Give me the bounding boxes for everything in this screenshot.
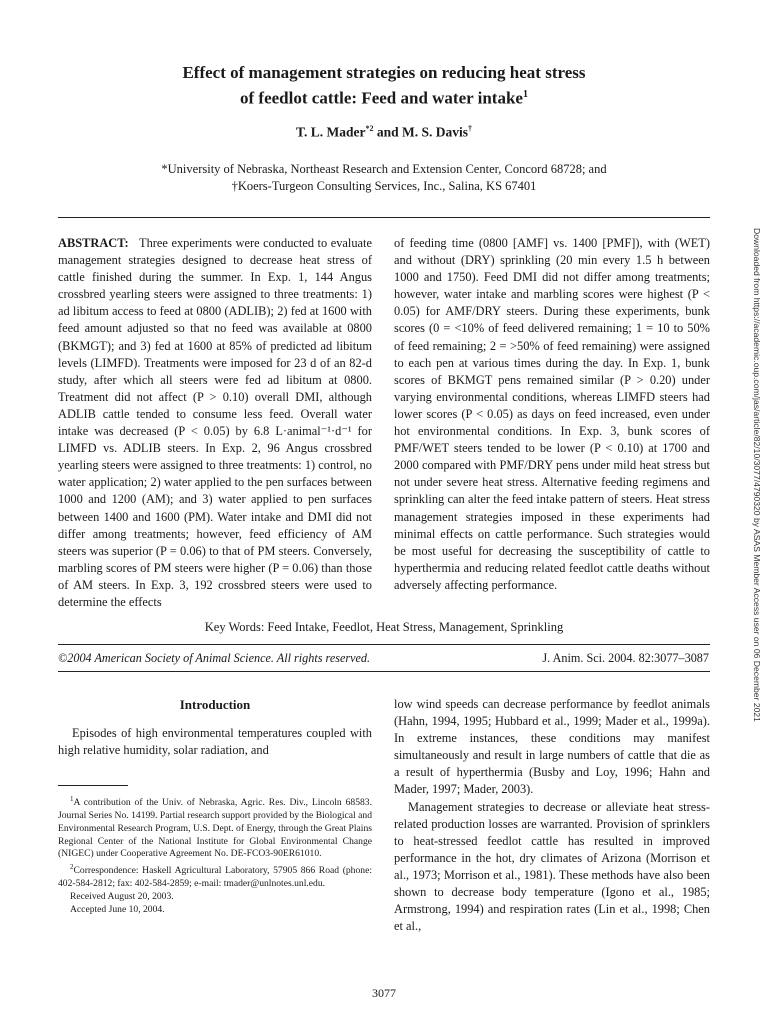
abstract-text-right: of feeding time (0800 [AMF] vs. 1400 [PMF]), with (WET) and without (DRY) sprinkling (20 min every 1.5 h between 1000 and 1750). Feed DMI did not differ among treatments; however, water intake and marbling scores were highest (P < 0.05) for AMF/DRY steers. During these experiments, bunk scores (0 = <10% of feed delivered remaining; 1 = 10 to 50% of feed remaining; 2 = >50% of feed remaining) were assigned to each pen at various times during the day. In Exp. 1, bunk scores of BKMGT pens remained similar (P > 0.20) under varying environmental conditions, whereas LIMFD steers had lower scores (P < 0.05) as days on feed increased, even under hot environmental conditions. In Exp. 3, bunk scores of PMF/WET steers tended to be lower (P < 0.10) at 1700 and 2000 compared with PMF/DRY pens under mild heat stress but not under severe heat stress. Alternative feeding regimens and sprinkling can alter the feed intake pattern of steers. Heat stress management strategies imposed in these experiments had minimal effects on cattle performance. Such strategies would be most useful for decreasing the susceptibility of cattle to hyperthermia and reducing related feedlot cattle deaths without adversely affecting performance. [394, 236, 710, 592]
abstract-label: ABSTRACT: [58, 236, 129, 250]
affiliation-1: *University of Nebraska, Northeast Research and Extension Center, Concord 68728; and [161, 162, 607, 176]
author-1-marker: *2 [365, 124, 374, 133]
author-1: T. L. Mader [295, 124, 366, 140]
section-heading-introduction: Introduction [179, 697, 251, 712]
affiliations [60, 161, 708, 195]
intro-paragraph-right-2: Management strategies to decrease or alleviate heat stress-related production losses are warranted. Provision of sprinklers to heat-stressed feedlot cattle has resulted in improved performance in the hot, dry climates of Arizona (Morrison et al., 1973; Morrison et al., 1981). These methods have also been shown to decrease body temperature (Igono et al., 1985; Armstrong, 1994) and respiration rates (Lin et al., 1998; Chen et al., [394, 799, 710, 934]
intro-left-column [58, 725, 372, 759]
download-watermark: Downloaded from https://academic.oup.com/jas/article/82/10/3077/4790320 by ASAS Member Access user on 06 December 2021 [752, 228, 762, 722]
intro-paragraph-left: Episodes of high environmental temperatures coupled with high relative humidity, solar radiation, and [58, 726, 372, 758]
keywords-rule [58, 644, 710, 645]
page-number: 3077 [372, 986, 396, 1000]
footnote-1: $^1$A contribution of the Univ. of Nebraska, Agric. Res. Div., Lincoln 68583. Journal Series No. 14199. Partial research support provided by the Biological and Environmental Research Program, U.S. Dept. of Energy, through the Great Plains Regional Center of the National Institute for Global Environmental Change (NIGEC) under Cooperative Agreement No. DE-FCO3-90ER61010. [58, 795, 372, 860]
footnotes [58, 793, 372, 917]
author-2-marker: † [468, 124, 473, 133]
received-date: Received August 20, 2003. [70, 890, 174, 902]
intro-right-column [394, 696, 710, 935]
title-line-2: of feedlot cattle: Feed and water intake [240, 88, 523, 108]
copyright-notice: ©2004 American Society of Animal Science. All rights reserved. [58, 651, 371, 665]
author-2: M. S. Davis [402, 124, 469, 140]
title-line-1: Effect of management strategies on reducing heat stress [182, 63, 586, 82]
author-line [90, 124, 678, 141]
title-footnote-marker: 1 [522, 89, 528, 100]
intro-paragraph-right-1: low wind speeds can decrease performance by feedlot animals (Hahn, 1994, 1995; Hubbard et al., 1999; Mader et al., 1999a). In extreme instances, these conditions may manifest simultaneously and result in large numbers of cattle that die as a result of hyperthermia (Busby and Loy, 1996; Hahn and Mader, 1997; Mader, 2003). [394, 697, 710, 797]
abstract-left-column [58, 235, 372, 611]
footnote-rule [58, 785, 128, 786]
citation-rule [58, 671, 710, 672]
footnote-2: $^2$Correspondence: Haskell Agricultural Laboratory, 57905 866 Road (phone: 402-584-2812; fax: 402-584-2859; e-mail: tmader@unlnotes.unl.edu. [58, 863, 372, 890]
abstract-right-column [394, 235, 710, 594]
keywords: Key Words: Feed Intake, Feedlot, Heat Stress, Management, Sprinkling [204, 620, 564, 634]
article-title [90, 62, 678, 110]
affiliation-2: †Koers-Turgeon Consulting Services, Inc., Salina, KS 67401 [231, 179, 537, 193]
author-join: and [373, 124, 402, 140]
accepted-date: Accepted June 10, 2004. [70, 903, 165, 915]
abstract-text-left: Three experiments were conducted to evaluate management strategies designed to decrease heat stress of cattle finished during the summer. In Exp. 1, 144 Angus crossbred yearling steers were assigned to three treatments: 1) ad libitum access to feed at 0800 (ADLIB); 2) fed at 1600 with feed amount adjusted so that no feed was available at 0800 (BKMGT); and 3) fed at 1600 at 85% of predicted ad libitum levels (LIMFD). Treatments were imposed for 23 d of an 82-d study, after which all steers were fed ad libitum at 0800. Treatment did not affect (P > 0.10) overall DMI, although ADLIB cattle tended to consume less feed. Overall water intake was decreased (P < 0.05) by 6.8 L·animal⁻¹·d⁻¹ for LIMFD vs. ADLIB steers. In Exp. 2, 96 Angus crossbred yearling steers were assigned to three treatments: 1) control, no water application; 2) water applied to the pen surfaces between 1000 and 1200 (AM); and 3) water applied to pen surfaces between 1400 and 1600 (PM). Water intake and DMI did not differ among treatments; however, feed efficiency of AM steers was superior (P = 0.06) to that of PM steers. Conversely, marbling scores of PM steers were higher (P = 0.06) than those of AM steers. In Exp. 3, 192 crossbred steers were used to determine the effects [58, 236, 372, 609]
journal-reference: J. Anim. Sci. 2004. 82:3077–3087 [542, 651, 709, 665]
top-rule [58, 217, 710, 218]
